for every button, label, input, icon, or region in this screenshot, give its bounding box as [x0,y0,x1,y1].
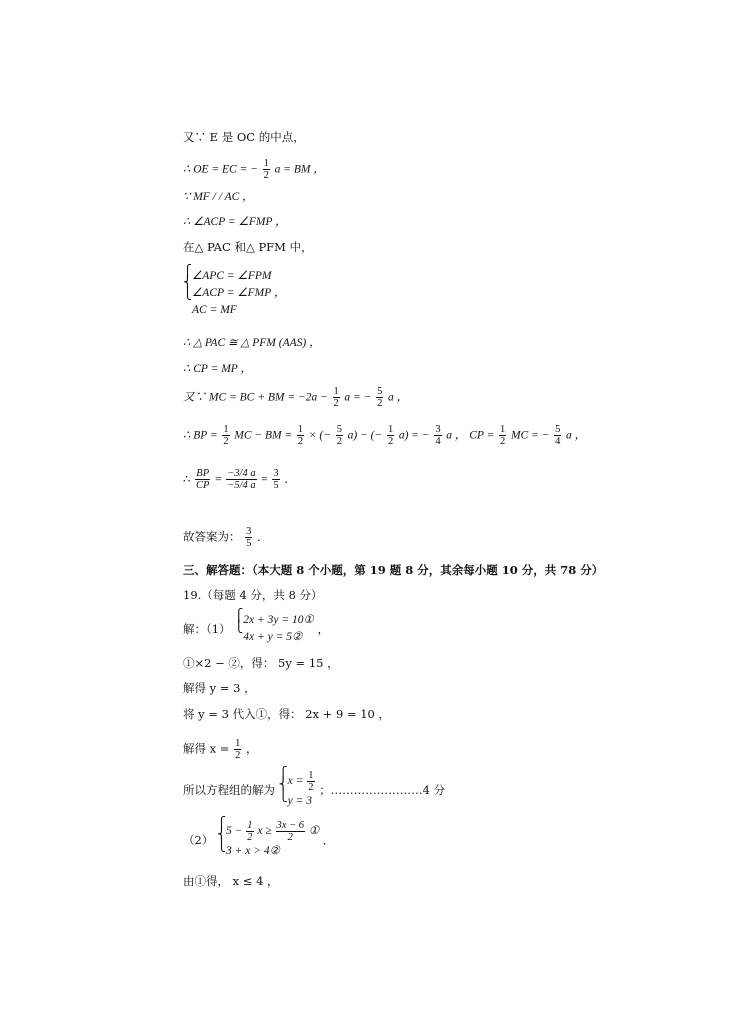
numerator: 3 [273,468,279,479]
compound-fraction [226,468,256,491]
line-text: ． [284,471,296,486]
line-text: a ， [388,391,409,404]
denominator: 2 [223,436,229,447]
line-text: 将 y = 3 代入①，得： 2x + 9 = 10 ， [183,707,391,721]
line-text: ①×2 − ②，得： 5y = 15 ， [183,656,339,670]
denominator: 2 [336,436,342,447]
system-line: ∠ACP = ∠FMP ， [192,287,286,299]
brace-icon: ⎧ ⎨ ⎩ [216,816,226,852]
numerator: 1 [263,158,269,169]
line-text: ∴ CP = MP ， [183,363,252,375]
equation-system [183,264,286,319]
line-text: 所以方程组的解为 [183,783,275,797]
equals-sign: = [215,473,222,486]
line-text: MC = − [510,429,550,442]
text-line [183,874,279,888]
text-line [183,336,321,350]
numerator: 3x − 6 [276,820,305,831]
fraction [245,526,252,549]
line-text: x = [287,775,304,788]
line-text: 由①得， x ≤ 4 ， [183,874,279,888]
fraction [336,424,343,447]
system-brace [278,766,316,810]
denominator: 2 [333,398,339,409]
line-text: 19.（每题 4 分，共 8 分） [183,588,323,602]
brace-icon: ⎧ ⎨ ⎩ [278,766,288,802]
fraction [246,820,253,843]
brace-icon: ⎧ ⎨ ⎩ [183,264,192,300]
numerator: 1 [308,770,314,781]
line-text: 又∵ E 是 OC 的中点， [183,130,305,144]
system-line: ∠APC = ∠FPM [192,270,272,282]
denominator: CP [195,480,210,491]
system-line [226,820,319,843]
numerator: 1 [223,424,229,435]
answer-line [183,526,269,549]
line-text: ， [317,622,329,636]
numerator: 1 [297,424,304,435]
line-text: ∴ [183,473,191,486]
system-brace [216,816,320,860]
line-text: ∴ OE = EC = − [183,163,258,176]
denominator: 2 [500,436,506,447]
fraction [272,468,279,491]
line-text: ． [322,833,335,847]
denominator: 4 [555,436,561,447]
line-text: a = − [344,391,372,404]
fraction [195,468,210,491]
line-text: a) = − [398,429,430,442]
fraction [222,424,229,447]
brace-icon: ⎧ ⎩ [234,608,244,633]
denominator: 4 [435,436,441,447]
equation-line [183,816,335,860]
system-line: 3 + x > 4② [225,845,280,857]
fraction [307,770,314,793]
equation-line [183,386,408,409]
text-line [183,215,287,229]
system-line: 4x + y = 5② [243,631,303,643]
line-text: 解得 y = 3 ， [183,681,256,695]
numerator: 5 [377,386,383,397]
line-text: a) − (− [347,429,383,442]
fraction [554,424,561,447]
denominator: 2 [287,832,293,843]
line-text: 5 − [225,825,243,838]
text-line [183,190,254,204]
text-line [183,656,339,670]
line-text: x ≥ [257,825,272,838]
fraction [434,424,441,447]
line-text: （2） [183,833,214,847]
numerator: 1 [247,820,253,831]
fraction [333,386,340,409]
line-text: MC − BM = [234,429,293,442]
line-text: ， [246,741,258,756]
equation-line [183,468,296,491]
equals-sign: = [261,473,268,486]
numerator: 5 [555,424,561,435]
score-note: ；……………………4 分 [319,783,446,797]
system-line: y = 3 [287,795,313,807]
fraction [387,424,394,447]
line-text: 故答案为： [183,529,241,544]
numerator: 3 [246,526,252,537]
fraction [263,158,270,181]
denominator: 2 [377,398,383,409]
line-text: a ， CP = [446,429,495,442]
line-text: ． [257,529,269,544]
line-text: 又∵ MC = BC + BM = −2a − [183,391,328,404]
denominator: 2 [297,436,304,447]
equation-line [183,766,446,810]
line-text: ∴ △ PAC ≅ △ PFM (AAS) ， [183,337,321,349]
denominator: 2 [235,750,241,761]
equation-line [183,158,325,181]
denominator: 5 [273,480,279,491]
system-brace [234,608,314,646]
system-line [288,770,316,793]
numerator: 1 [235,738,241,749]
numerator: 5 [336,424,342,435]
denominator: 2 [308,782,314,793]
line-text: a = BM ， [274,163,325,176]
numerator: 1 [387,424,394,435]
fraction [234,738,241,761]
line-text: 解：（1） [183,622,231,636]
numerator: 1 [333,386,339,397]
text-line [183,130,305,144]
denominator: 2 [263,170,269,181]
denominator: 5 [246,538,252,549]
system-brace [183,264,286,319]
line-text: ∴ ∠ACP = ∠FMP ， [183,216,287,228]
equation-line [183,608,329,646]
line-text: 解得 x = [183,741,230,756]
line-text: a ， [566,429,587,442]
denominator: −5/4 a [227,480,256,491]
section-heading [183,563,603,577]
text-line [183,240,313,254]
fraction [499,424,506,447]
question-number [183,588,323,602]
line-text: × (− [308,429,332,442]
numerator: 3 [435,424,441,435]
line-text: 在△ PAC 和△ PFM 中， [183,240,313,254]
fraction [276,820,306,843]
numerator: 1 [500,424,506,435]
denominator: 2 [247,832,253,843]
denominator: 2 [387,436,394,447]
fraction [297,424,304,447]
line-text: ① [308,825,320,838]
line-text: ∵ MF / / AC ， [183,191,254,203]
line-text: ∴ BP = [183,429,218,442]
fraction [376,386,383,409]
system-line: AC = MF [192,304,237,316]
equation-line [183,424,586,447]
text-line [183,681,256,695]
numerator: −3/4 a [227,468,256,479]
text-line [183,362,252,376]
text-line [183,707,390,721]
heading-text: 三、解答题：（本大题 8 个小题，第 19 题 8 分，其余每小题 10 分，共 78 分） [183,563,604,577]
equation-line [183,738,258,761]
numerator: BP [196,468,210,479]
system-line: 2x + 3y = 10① [243,614,314,626]
